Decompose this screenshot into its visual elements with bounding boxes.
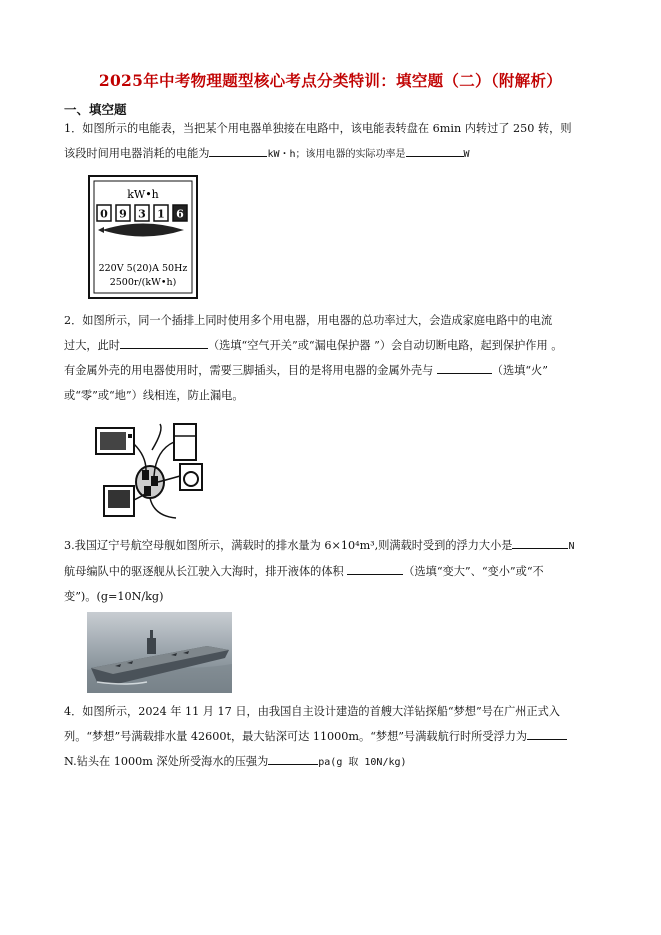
question-3 [64,533,604,609]
q1-line-2 [64,141,604,167]
q3-text-b: N [568,541,575,552]
q2-line-3 [64,358,604,383]
q2-text-d: （选填“火” [491,364,548,377]
q4-text-a: 列。“梦想”号满载排水量 42600t，最大钻深可达 11000m。“梦想”号满载航行时所受浮力为 [64,730,528,743]
q1-line-1: 1．如图所示的电能表，当把某个用电器单独接在电路中，该电能表转盘在 6min 内转过了 250 转，则 [64,122,572,135]
q2-text-c: 有金属外壳的用电器使用时，需要三脚插头，目的是将用电器的金属外壳与 [64,364,437,377]
meter-spec-2: 2500r/(kW•h) [109,277,177,288]
q1-blank-power[interactable] [406,144,464,157]
q3-text-a: 3.我国辽宁号航空母舰如图所示，满载时的排水量为 6×10⁴m³,则满载时受到的浮力大小是 [64,539,513,552]
q2-text-b: （选填“空气开关”或“漏电保护器 ”）会自动切断电路，起到保护作用 。 [207,339,563,352]
q2-text-a: 过大，此时 [64,339,120,352]
meter-spec-1: 220V 5(20)A 50Hz [98,263,188,274]
question-1 [64,116,604,167]
q3-text-c: 航母编队中的驱逐舰从长江驶入大海时，排开液体的体积 [64,565,348,578]
meter-digit: 9 [119,207,127,221]
q2-blank-protector[interactable] [120,336,208,349]
q4-line-1: 4．如图所示，2024 年 11 月 17 日，由我国自主设计建造的首艘大洋钻探船“梦想”号在广州正式入 [64,705,561,718]
q2-line-2 [64,333,604,358]
meter-digit: 3 [138,207,146,221]
meter-digit: 0 [100,207,108,221]
q4-line-3 [64,749,604,775]
meter-digit: 6 [176,207,184,221]
q3-blank-volume[interactable] [347,562,403,575]
meter-digits [97,205,187,221]
carrier-island [147,638,156,654]
q3-line-1 [64,533,604,559]
q3-line-3: 变”)。(g=10N/kg) [64,590,164,603]
question-2 [64,308,604,408]
q1-text-b: kW・h；该用电器的实际功率是 [267,149,406,160]
q1-text-c: W [463,149,470,160]
q1-blank-energy[interactable] [209,144,267,157]
section-heading: 一、填空题 [64,102,127,117]
meter-digit: 1 [157,207,165,221]
q4-blank-buoyancy[interactable] [527,727,567,740]
meter-unit: kW•h [127,188,159,201]
q2-line-1: 2．如图所示，同一个插排上同时使用多个用电器，用电器的总功率过大，会造成家庭电路中的电流 [64,314,553,327]
q4-blank-pressure[interactable] [268,752,318,765]
page-title: 2025年中考物理题型核心考点分类特训：填空题（二）（附解析） [98,71,563,90]
q1-text-a: 该段时间用电器消耗的电能为 [64,147,210,160]
electric-meter-figure [88,175,198,299]
q3-text-d: （选填“变大”、“变小”或“不 [403,565,544,578]
q2-line-4: 或“零”或“地”）线相连，防止漏电。 [64,389,244,402]
q4-line-2 [64,724,604,749]
question-4 [64,699,604,775]
fridge-icon [174,424,196,460]
q4-text-c: pa(g 取 10N/kg) [318,757,407,768]
q2-blank-wire[interactable] [437,361,492,374]
q3-blank-buoyancy[interactable] [512,536,568,549]
power-strip-appliances-figure [90,420,212,524]
aircraft-carrier-photo [87,612,232,693]
q4-text-b: N.钻头在 1000m 深处所受海水的压强为 [64,755,269,768]
q3-line-2 [64,559,604,584]
